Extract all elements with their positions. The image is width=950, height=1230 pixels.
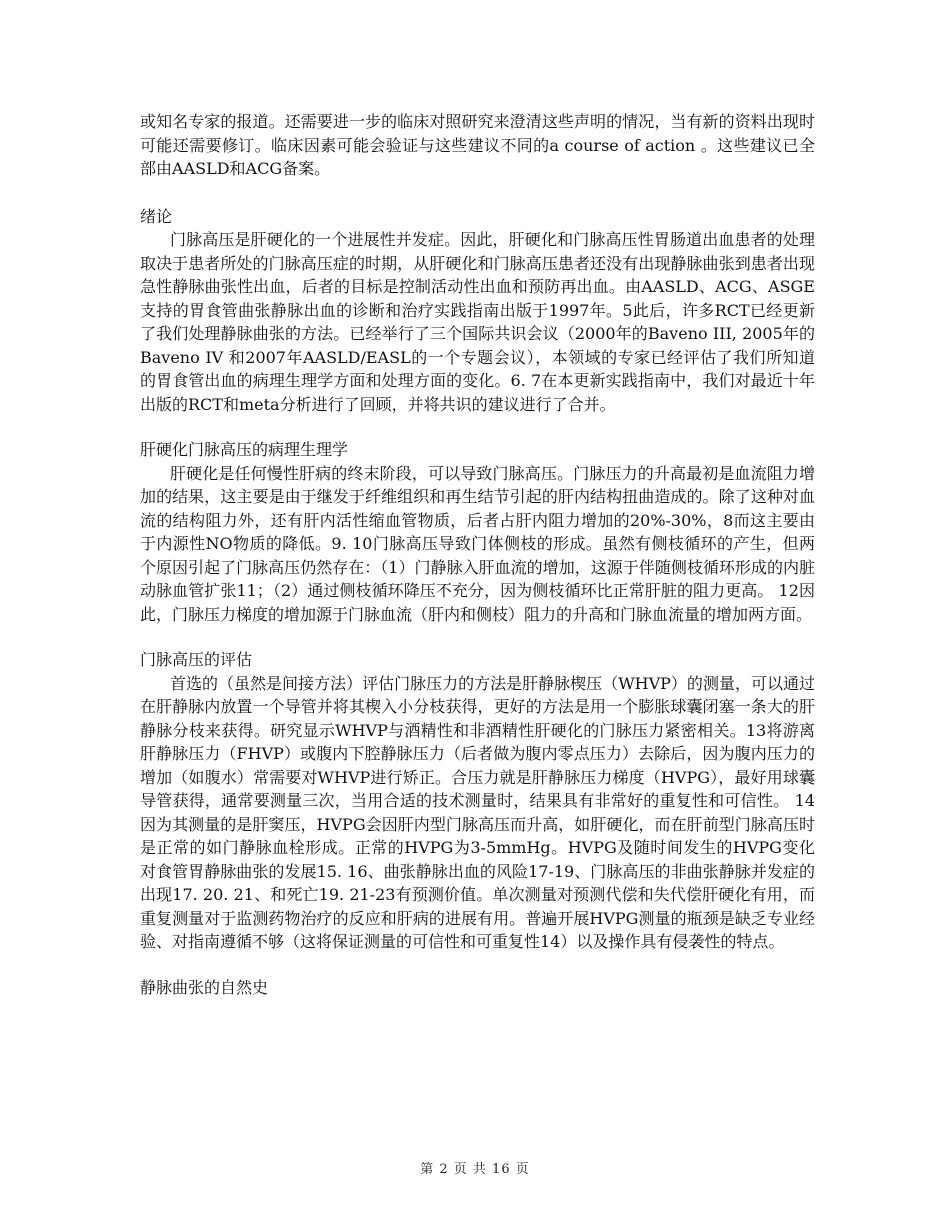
assessment-heading: 门脉高压的评估 — [140, 650, 253, 669]
introduction-heading: 绪论 — [140, 206, 173, 226]
section-gap — [140, 626, 815, 648]
section-gap — [140, 954, 815, 976]
natural-history-heading: 静脉曲张的自然史 — [140, 977, 269, 997]
pathophysiology-heading: 肝硬化门脉高压的病理生理学 — [140, 440, 349, 459]
pathophysiology-paragraph: 肝硬化是任何慢性肝病的终末阶段，可以导致门脉高压。门脉压力的升高最初是血流阻力增加的结果，这主要是由于继发于纤维组织和再生结节引起的肝内结构扭曲造成的。除了这种对血流的结构阻力外，还有肝内活性缩血管物质，后者占肝内阻力增加的20%-30%，8而这主要由于内源性NO物质的降低。9. 10门脉高压导致门体侧枝的形成。虽然有侧枝循环的产生，但两个原因引起了门脉高压仍然存在：（1）门静脉入肝血流的增加，这源于伴随侧枝循环形成的内脏动脉血管扩张11；（2）通过侧枝循环降压不充分，因为侧枝循环比正常肝脏的阻力更高。 12因此，门脉压力梯度的增加源于门脉血流（肝内和侧枝）阻力的升高和门脉血流量的增加两方面。 — [140, 463, 815, 624]
page-number-footer: 第 2 页 共 16 页 — [420, 1162, 530, 1177]
section-gap — [140, 416, 815, 438]
assessment-paragraph: 首选的（虽然是间接方法）评估门脉压力的方法是肝静脉楔压（WHVP）的测量，可以通过在肝静脉内放置一个导管并将其楔入小分枝获得，更好的方法是用一个膨胀球囊闭塞一条大的肝静脉分枝来获得。研究显示WHVP与酒精性和非酒精性肝硬化的门脉压力紧密相关。13将游离肝静脉压力（FHVP）或腹内下腔静脉压力（后者做为腹内零点压力）去除后，因为腹内压力的增加（如腹水）常需要对WHVP进行矫正。合压力就是肝静脉压力梯度（HVPG），最好用球囊导管获得，通常要测量三次，当用合适的技术测量时，结果具有非常好的重复性和可信性。 14因为其测量的是肝窦压，HVPG会因肝内型门脉高压而升高，如肝硬化，而在肝前型门脉高压时是正常的如门静脉血栓形成。正常的HVPG为3-5mmHg。HVPG及随时间发生的HVPG变化对食管胃静脉曲张的发展15. 16、曲张静脉出血的风险17-19、门脉高压的非曲张静脉并发症的出现17. 20. 21、和死亡19. 21-23有预测价值。单次测量对预测代偿和失代偿肝硬化有用，而重复测量对于监测药物治疗的反应和肝病的进展有用。普遍开展HVPG测量的瓶颈是缺乏专业经验、对指南遵循不够（这将保证测量的可信性和可重复性14）以及操作具有侵袭性的特点。 — [140, 673, 815, 951]
section-gap — [140, 181, 815, 205]
introduction-paragraph: 门脉高压是肝硬化的一个进展性并发症。因此，肝硬化和门脉高压性胃肠道出血患者的处理取决于患者所处的门脉高压症的时期，从肝硬化和门脉高压患者还没有出现静脉曲张到患者出现急性静脉曲张性出血，后者的目标是控制活动性出血和预防再出血。由AASLD、ACG、ASGE支持的胃食管曲张静脉出血的诊断和治疗实践指南出版于1997年。5此后，许多RCT已经更新了我们处理静脉曲张的方法。已经举行了三个国际共识会议（2000年的Baveno III, 2005年的Baveno IV 和2007年AASLD/EASL的一个专题会议），本领域的专家已经评估了我们所知道的胃食管出血的病理生理学方面和处理方面的变化。6. 7在本更新实践指南中，我们对最近十年出版的RCT和meta分析进行了回顾，并将共识的建议进行了合并。 — [140, 230, 815, 414]
page-content — [140, 110, 815, 999]
intro-tail-paragraph: 或知名专家的报道。还需要进一步的临床对照研究来澄清这些声明的情况，当有新的资料出现时可能还需要修订。临床因素可能会验证与这些建议不同的a course of action 。这些建议已全部由AASLD和ACG备案。 — [140, 112, 815, 178]
